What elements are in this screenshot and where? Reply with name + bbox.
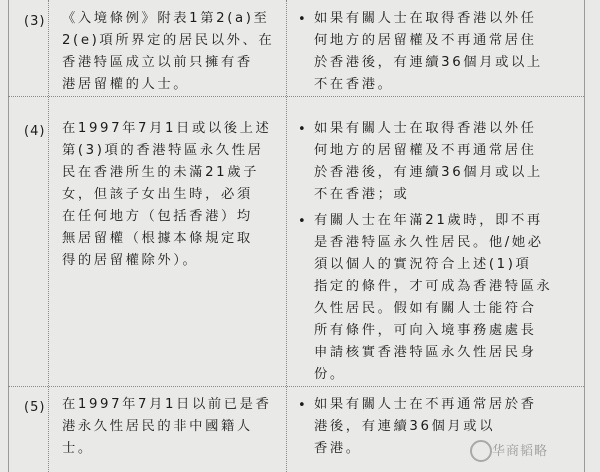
bullet: • <box>298 398 306 413</box>
bullet: • <box>298 122 306 137</box>
resident-category-text: 在1997年7月1日或以後上述 第(3)項的香港特區永久性居 民在香港所生的未滿21歲子 女，但該子女出生時，必須 在任何地方（包括香港）均 無居留權（根據本條規定取 得的居留權除外）。 <box>62 121 272 268</box>
row-number: (5) <box>24 400 46 415</box>
table-right-border <box>584 0 585 472</box>
resident-category-text: 《入境條例》附表1第2(a)至 2(e)項所界定的居民以外、在 香港特區成立以前只擁有香 港居留權的人士。 <box>62 11 275 92</box>
column-divider-number <box>48 0 49 472</box>
watermark-text: 华商韬略 <box>492 444 549 459</box>
loss-condition-text: 如果有關人士在取得香港以外任 何地方的居留權及不再通常居住 於香港後，有連續36個月或以上 不在香港。 <box>314 11 543 92</box>
loss-condition-text: 有關人士在年滿21歲時，即不再 是香港特區永久性居民。他/她必 須以個人的實況符合上述(1)項 指定的條件，才可成為香港特區永 久性居民。假如有關人士能符合 所有條件，可向入境事務處處長 申請核實香港特區永久性居民身 份。 <box>314 213 553 382</box>
watermark-logo-icon <box>470 440 492 462</box>
resident-category-text: 在1997年7月1日以前已是香 港永久性居民的非中國籍人 士。 <box>62 397 272 456</box>
bullet: • <box>298 214 306 229</box>
loss-condition-text: 如果有關人士在不再通常居於香 港後，有連續36個月或以 香港。 <box>314 397 537 456</box>
column-divider-conditions <box>286 0 287 472</box>
table-left-border <box>8 0 9 472</box>
row-divider <box>8 386 584 387</box>
row-number: (3) <box>24 14 46 29</box>
row-number: (4) <box>24 124 46 139</box>
loss-condition-text: 如果有關人士在取得香港以外任 何地方的居留權及不再通常居住 於香港後，有連續36個月或以上 不在香港；或 <box>314 121 543 202</box>
bullet: • <box>298 12 306 27</box>
row-divider <box>8 96 584 97</box>
